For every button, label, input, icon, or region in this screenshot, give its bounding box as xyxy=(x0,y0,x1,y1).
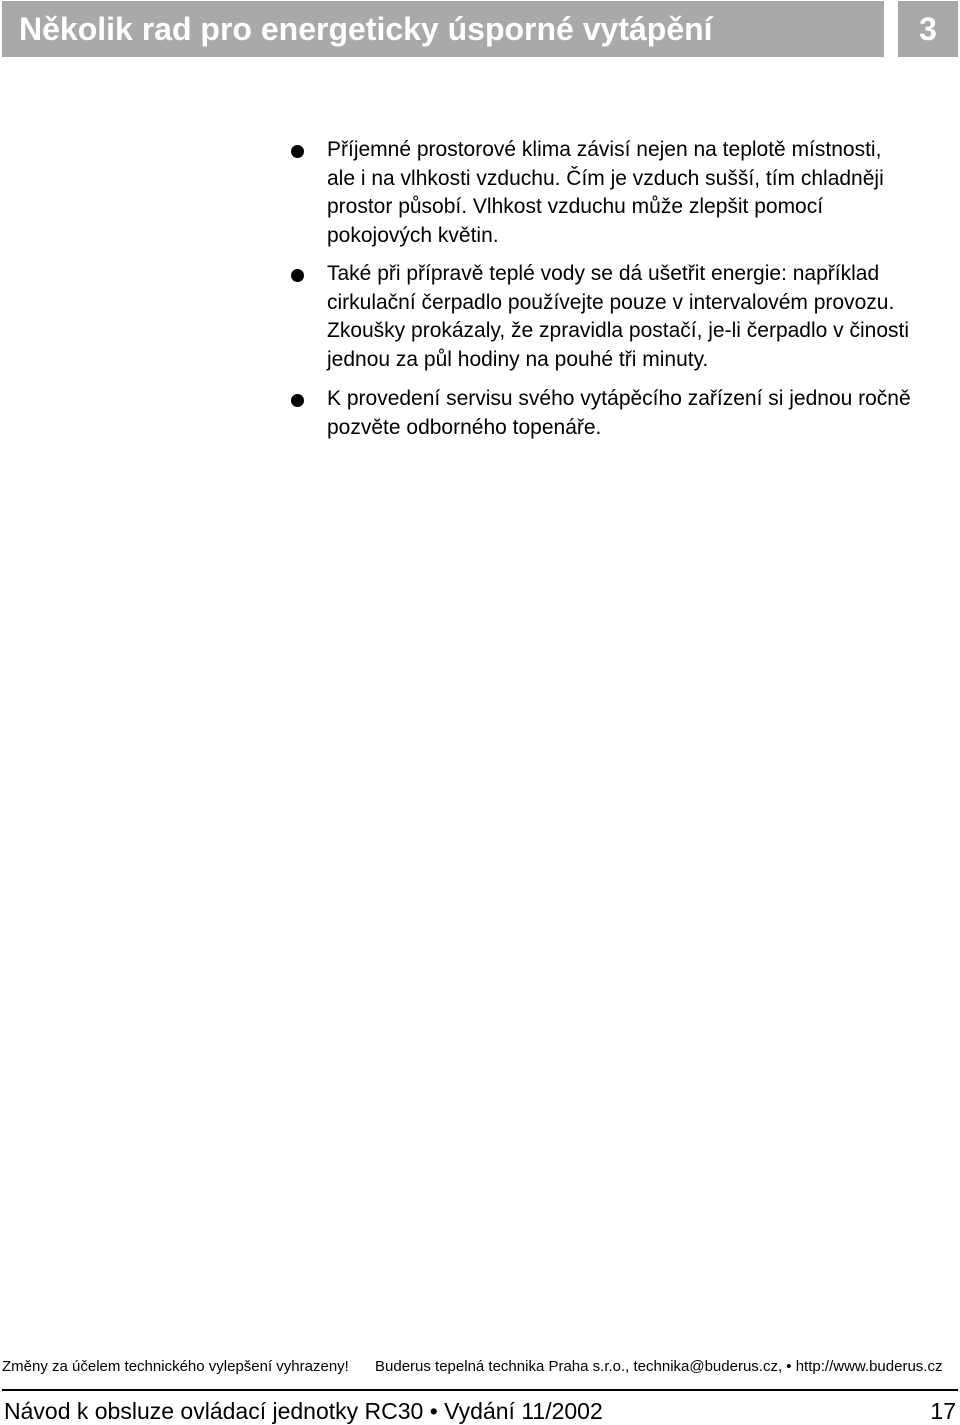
bullet-icon xyxy=(291,394,304,407)
chapter-header xyxy=(2,1,884,57)
footer-notice: Změny za účelem technického vylepšení vyhrazeny! xyxy=(2,1358,349,1375)
bullet-icon xyxy=(291,269,304,282)
list-item-text: Příjemné prostorové klima závisí nejen na teplotě místnosti, ale i na vlhkosti vzduchu. Čím je vzduch sušší, tím chladněji prostor působí. Vlhkost vzduchu může zlepšit pomocí pokojových květin. xyxy=(327,138,884,247)
page-title: Několik rad pro energeticky úsporné vytápění xyxy=(19,11,713,47)
chapter-number: 3 xyxy=(898,1,958,57)
list-item-text: K provedení servisu svého vytápěcího zařízení si jednou ročně pozvěte odborného topenáře. xyxy=(327,387,911,439)
page-number: 17 xyxy=(930,1398,956,1424)
bullet-icon xyxy=(291,145,304,158)
footer-company: Buderus tepelná technika Praha s.r.o., technika@buderus.cz, • http://www.buderus.cz xyxy=(375,1358,943,1375)
footer-divider xyxy=(2,1389,958,1391)
list-item-text: Také při přípravě teplé vody se dá ušetřit energie: například cirkulační čerpadlo používejte pouze v intervalovém provozu. Zkoušky prokázaly, že zpravidla postačí, je-li čerpadlo v činosti jednou za půl hodiny na pouhé tři minuty. xyxy=(327,262,910,371)
footer-manual-title: Návod k obsluze ovládací jednotky RC30 • Vydání 11/2002 xyxy=(4,1398,603,1424)
